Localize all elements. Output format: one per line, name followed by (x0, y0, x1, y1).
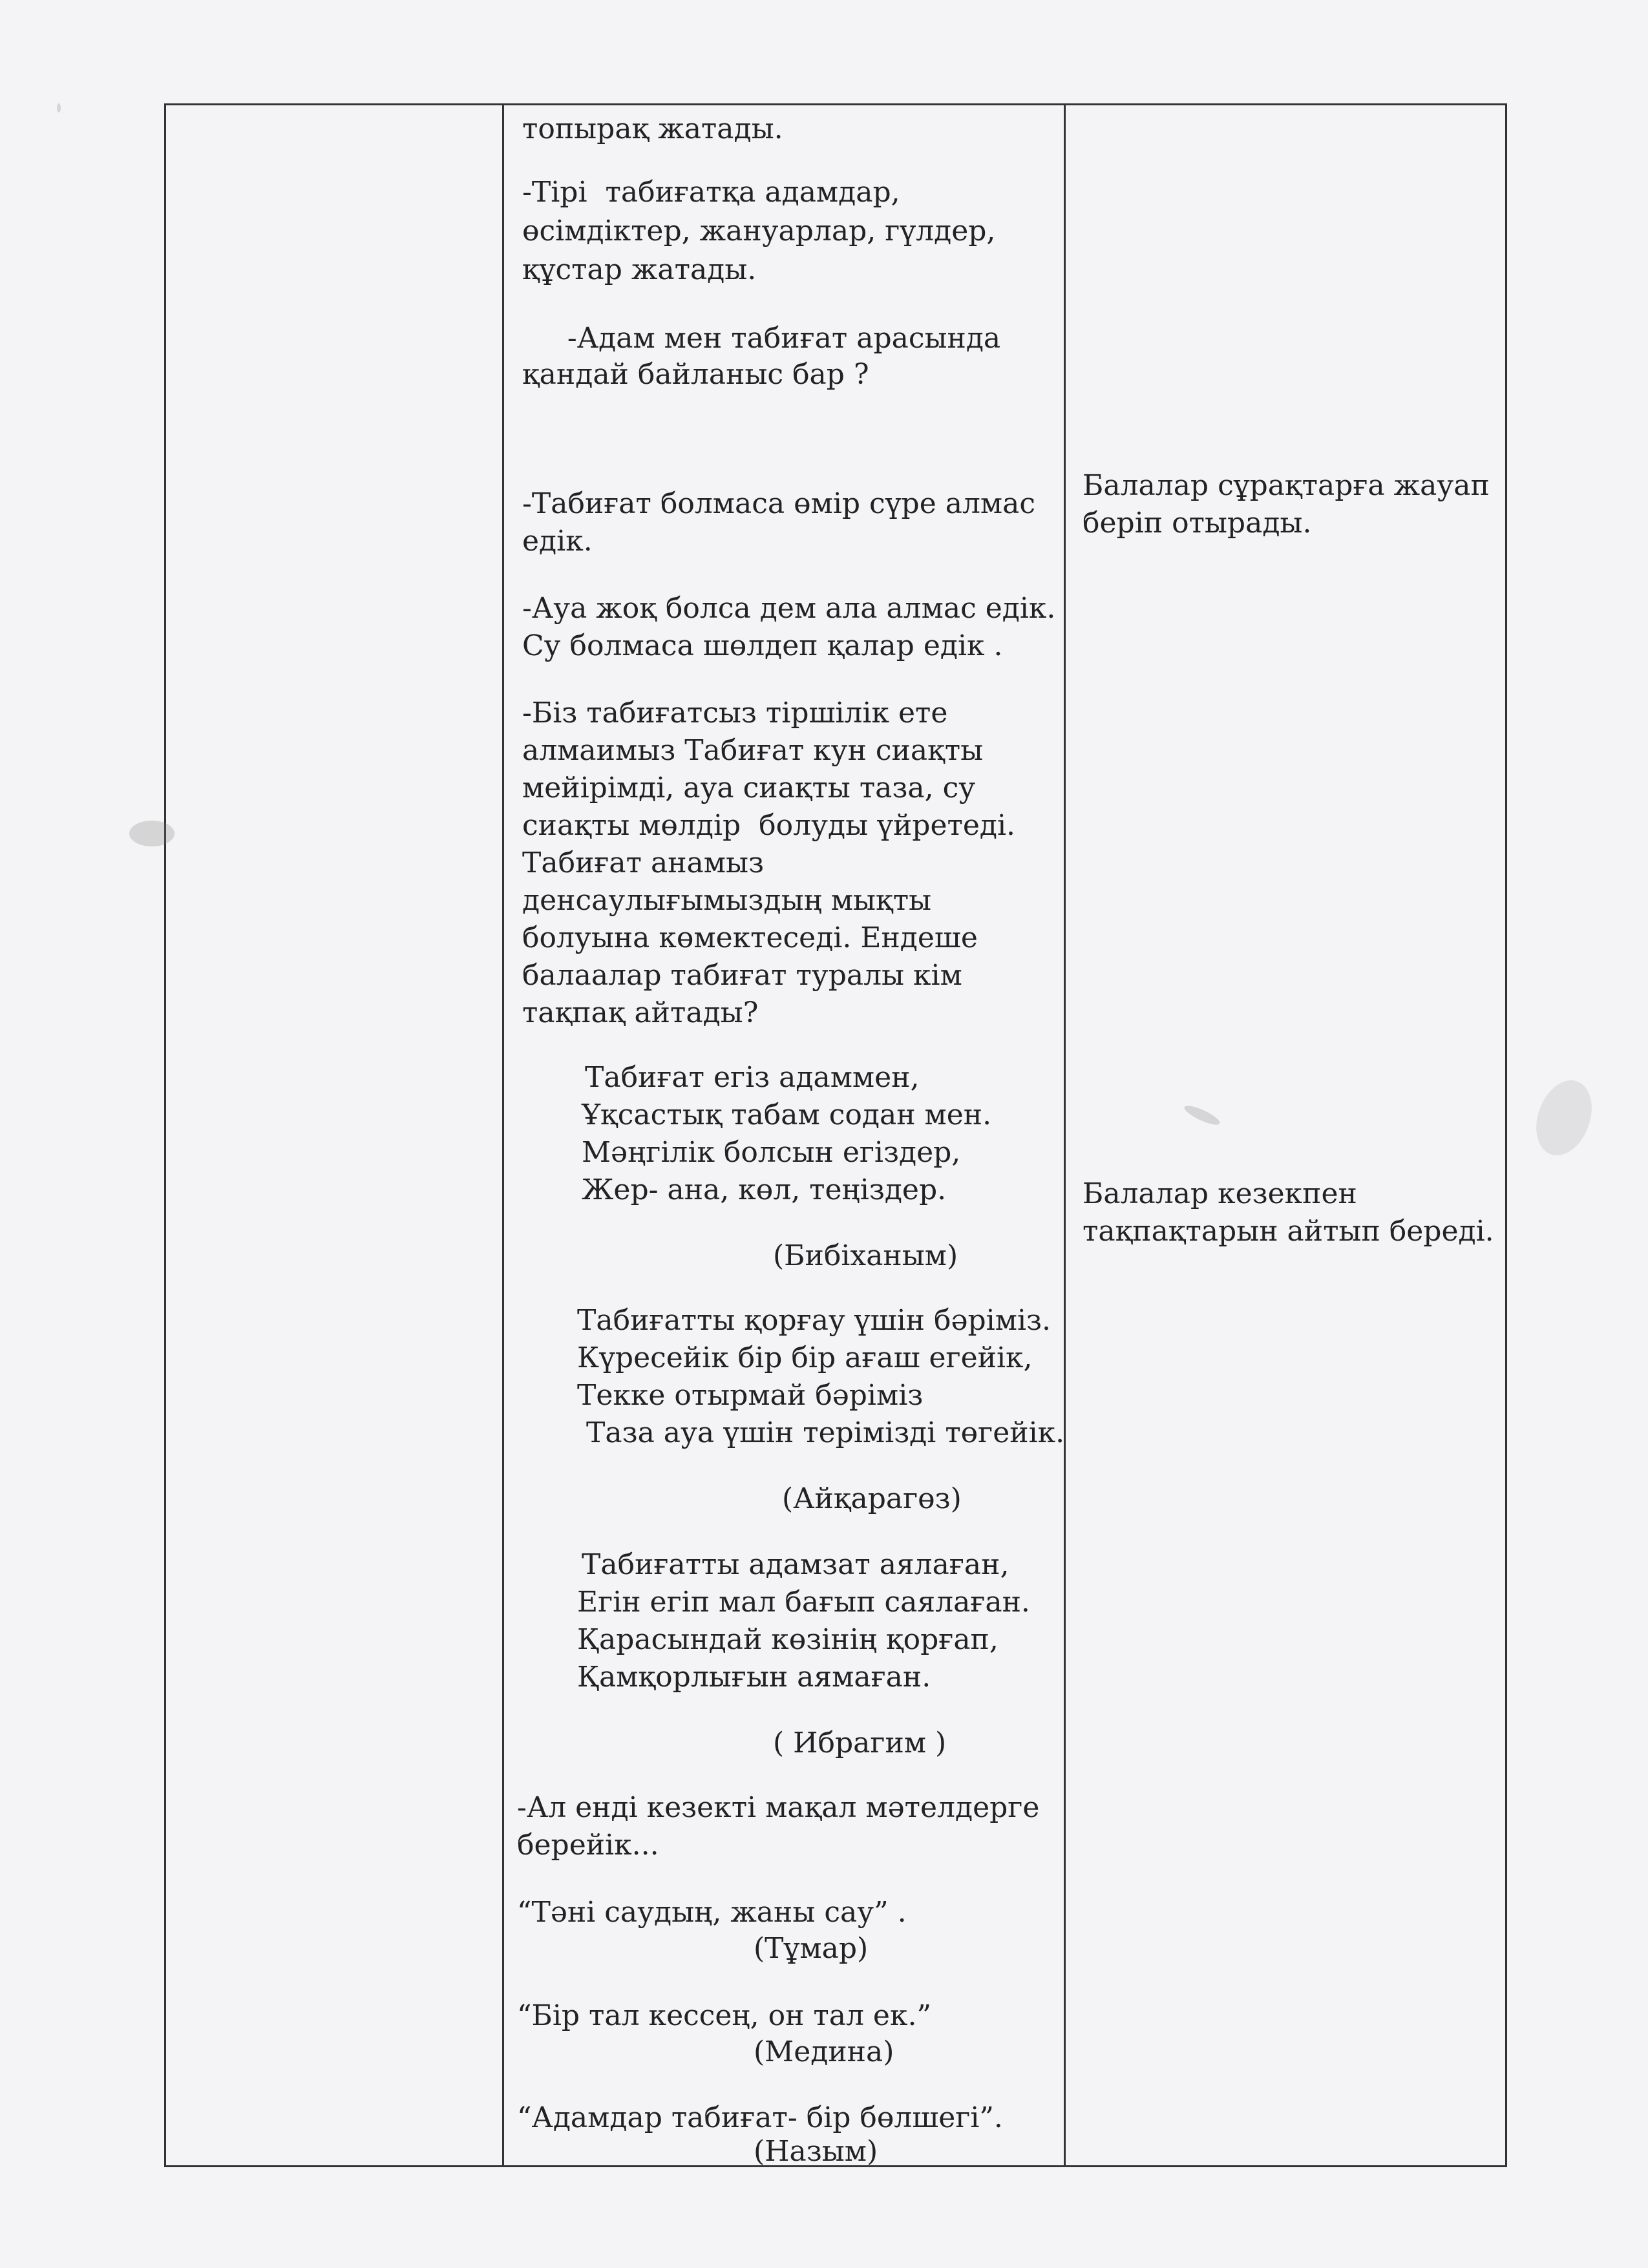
column-divider-left (502, 105, 504, 2165)
text-line: -Біз табиғатсыз тіршілік ете (522, 697, 948, 730)
text-line: -Табиғат болмаса өмір сүре алмас (522, 487, 1036, 520)
activity-text: Балалар сұрақтарға жауап (1083, 469, 1490, 502)
scan-smudge (129, 821, 174, 846)
poem-line: Күресейік бір бір ағаш егейік, (577, 1341, 1033, 1374)
poem-line: Таза ауа үшін терімізді төгейік. (577, 1416, 1065, 1449)
poem-line: Табиғатты қорғау үшін бәріміз. (577, 1304, 1051, 1337)
activity-text: беріп отырады. (1083, 507, 1312, 540)
poem-author: ( Ибрагим ) (773, 1727, 947, 1759)
text-line: мейірімді, ауа сиақты таза, су (522, 772, 976, 804)
proverb-line: “Бір тал кессең, он тал ек.” (517, 1999, 931, 2032)
poem-author: (Айқарагөз) (782, 1482, 962, 1515)
activity-text: тақпақтарын айтып береді. (1083, 1215, 1494, 1248)
activity-text: Балалар кезекпен (1083, 1177, 1357, 1210)
proverb-author: (Медина) (754, 2035, 894, 2068)
text-line: денсаулығымыздың мықты (522, 884, 932, 917)
text-line: алмаимыз Табиғат кун сиақты (522, 734, 984, 767)
text-line: топырақ жатады. (522, 112, 783, 145)
text-line: қандай байланыс бар ? (522, 358, 869, 391)
poem-line: Табиғат егіз адаммен, (585, 1061, 920, 1094)
text-line: берейік... (517, 1829, 659, 1862)
text-line: едік. (522, 525, 593, 558)
text-line: өсімдіктер, жануарлар, гүлдер, (522, 215, 996, 247)
text-line: -Адам мен табиғат арасында (522, 322, 1001, 355)
text-line: сиақты мөлдір болуды үйретеді. (522, 809, 1016, 842)
poem-line: Текке отырмай бәріміз (577, 1379, 924, 1412)
text-line: Су болмаса шөлдеп қалар едік . (522, 629, 1003, 662)
proverb-line: “Адамдар табиғат- бір бөлшегі”. (517, 2101, 1003, 2134)
text-line: балаалар табиғат туралы кім (522, 959, 962, 992)
text-line: -Ауа жоқ болса дем ала алмас едік. (522, 592, 1056, 625)
text-line: құстар жатады. (522, 253, 757, 286)
text-line: болуына көмектеседі. Ендеше (522, 921, 978, 954)
proverb-author: (Тұмар) (754, 1932, 869, 1965)
poem-line: Егін егіп мал бағып саялаған. (577, 1586, 1030, 1619)
poem-line: Мәңгілік болсын егіздер, (582, 1136, 961, 1169)
poem-line: Жер- ана, көл, теңіздер. (582, 1173, 947, 1206)
text-line: -Ал енді кезекті мақал мәтелдерге (517, 1791, 1040, 1824)
proverb-author: (Назым) (754, 2135, 878, 2168)
proverb-line: “Тәні саудың, жаны сау” . (517, 1896, 907, 1929)
text-line: тақпақ айтады? (522, 996, 759, 1029)
poem-line: Ұқсастық табам содан мен. (582, 1098, 992, 1131)
poem-line: Қамқорлығын аямаған. (577, 1661, 931, 1694)
poem-line: Қарасындай көзінің қорғап, (577, 1623, 998, 1656)
poem-line: Табиғатты адамзат аялаған, (582, 1548, 1009, 1581)
poem-author: (Бибіханым) (773, 1239, 958, 1272)
column-divider-right (1064, 105, 1066, 2165)
scan-smudge (1527, 1073, 1601, 1163)
scan-smudge (57, 103, 61, 112)
text-line: -Тірі табиғатқа адамдар, (522, 176, 900, 209)
text-line: Табиғат анамыз (522, 846, 765, 879)
